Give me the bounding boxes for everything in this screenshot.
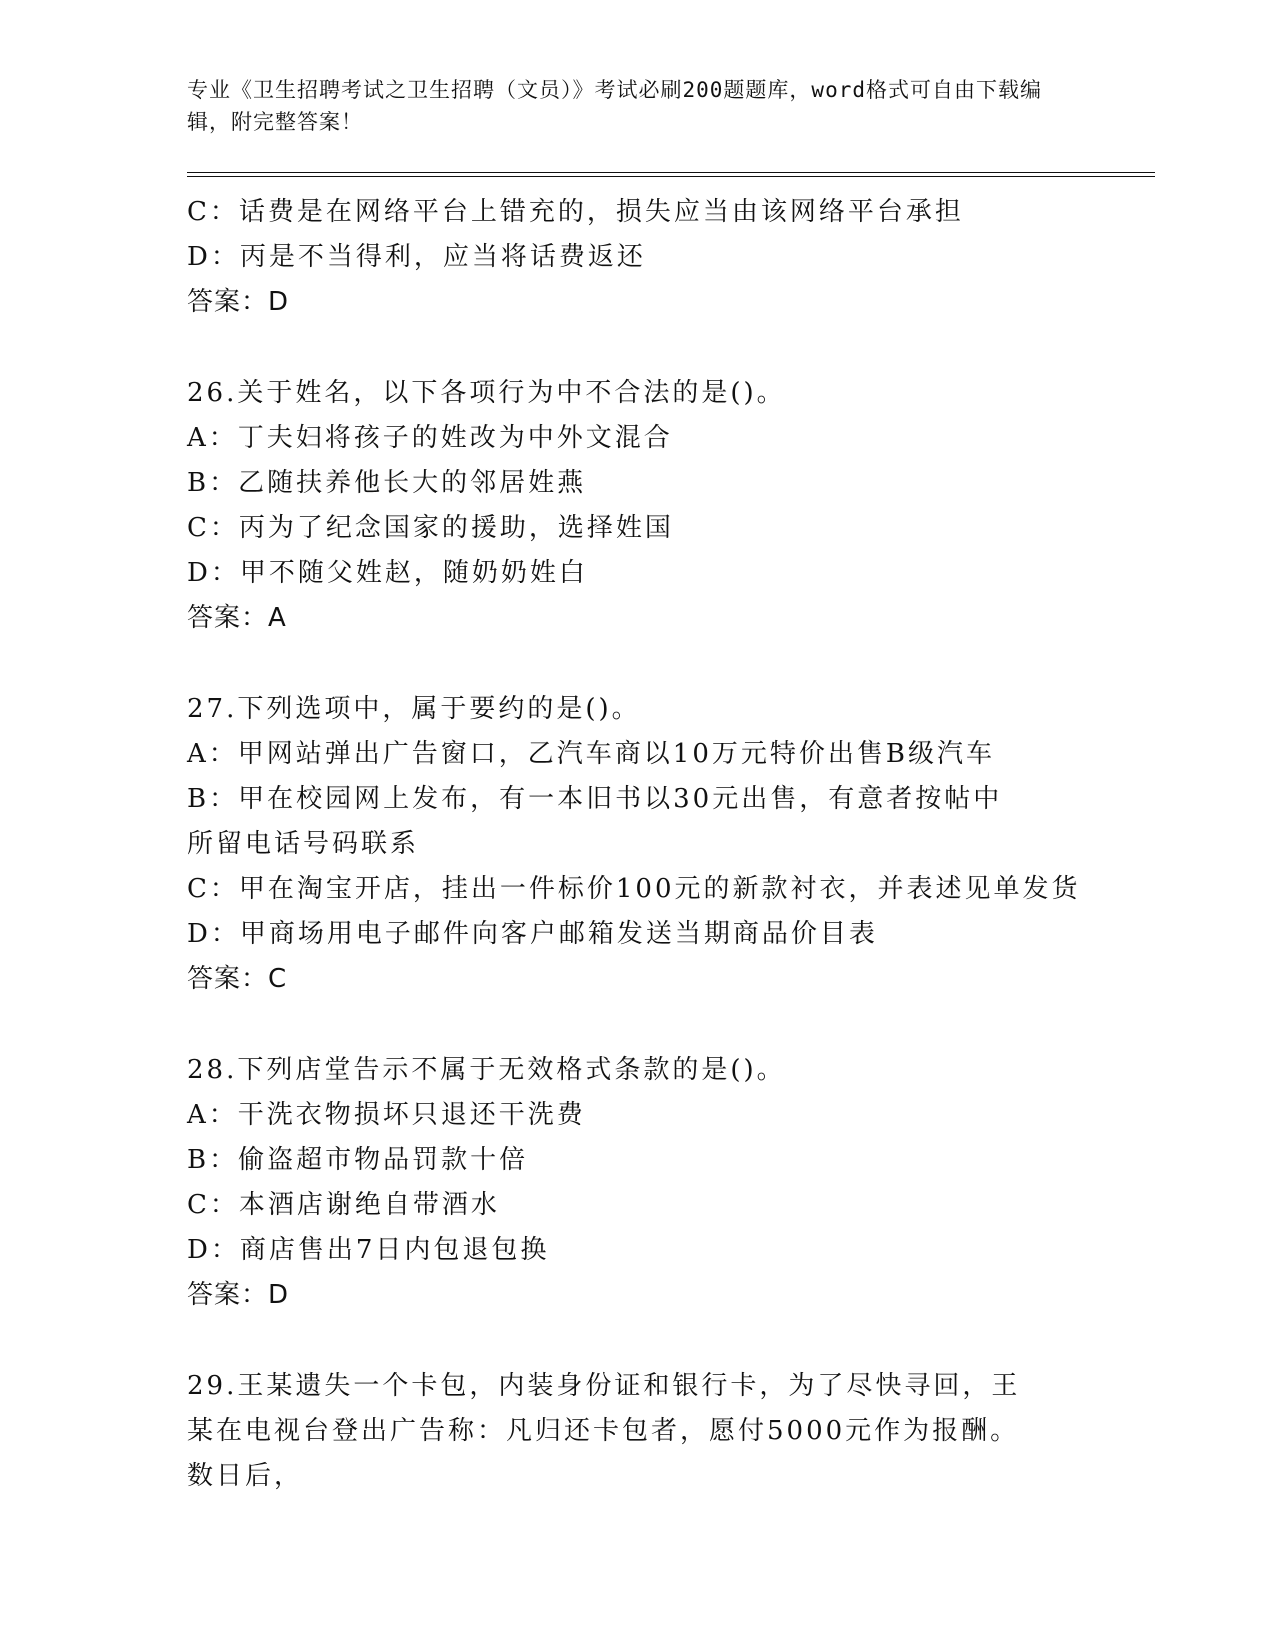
answer-line: 答案：D xyxy=(187,1280,290,1310)
question-stem: 29.王某遗失一个卡包，内装身份证和银行卡，为了尽快寻回，王某在电视台登出广告称：凡归还卡包者，愿付5000元作为报酬。数日后， xyxy=(187,1371,1021,1491)
option-a: A：甲网站弹出广告窗口，乙汽车商以10万元特价出售B级汽车 xyxy=(187,739,995,769)
option-c: C：话费是在网络平台上错充的，损失应当由该网络平台承担 xyxy=(187,197,964,227)
answer-line: 答案：A xyxy=(187,603,287,633)
question-stem: 26.关于姓名，以下各项行为中不合法的是()。 xyxy=(187,378,786,408)
option-d: D：甲不随父姓赵，随奶奶姓白 xyxy=(187,558,588,588)
question-content xyxy=(187,190,1087,1499)
question-29 xyxy=(187,1364,1087,1499)
prev-question-block xyxy=(187,190,1087,325)
header-rule-bottom xyxy=(187,176,1155,177)
option-c: C：丙为了纪念国家的援助，选择姓国 xyxy=(187,513,674,543)
option-c: C：本酒店谢绝自带酒水 xyxy=(187,1190,500,1220)
option-d: D：丙是不当得利，应当将话费返还 xyxy=(187,242,646,272)
question-26 xyxy=(187,371,1087,641)
option-a: A：干洗衣物损坏只退还干洗费 xyxy=(187,1100,586,1130)
answer-line: 答案：C xyxy=(187,964,288,994)
question-27 xyxy=(187,687,1087,1002)
question-stem: 28.下列店堂告示不属于无效格式条款的是()。 xyxy=(187,1055,786,1085)
question-28 xyxy=(187,1048,1087,1318)
question-stem: 27.下列选项中，属于要约的是()。 xyxy=(187,694,641,724)
option-d: D：甲商场用电子邮件向客户邮箱发送当期商品价目表 xyxy=(187,919,878,949)
option-c: C：甲在淘宝开店，挂出一件标价100元的新款衬衣，并表述见单发货 xyxy=(187,874,1081,904)
option-b: B：乙随扶养他长大的邻居姓燕 xyxy=(187,468,587,498)
header-rule-top xyxy=(187,172,1155,173)
option-d: D：商店售出7日内包退包换 xyxy=(187,1235,550,1265)
option-b: B：偷盗超市物品罚款十倍 xyxy=(187,1145,529,1175)
document-header: 专业《卫生招聘考试之卫生招聘（文员）》考试必刷200题题库，word格式可自由下载编辑，附完整答案！ xyxy=(187,78,1042,134)
answer-line: 答案：D xyxy=(187,287,290,317)
option-b: B：甲在校园网上发布，有一本旧书以30元出售，有意者按帖中所留电话号码联系 xyxy=(187,784,1003,859)
option-a: A：丁夫妇将孩子的姓改为中外文混合 xyxy=(187,423,673,453)
